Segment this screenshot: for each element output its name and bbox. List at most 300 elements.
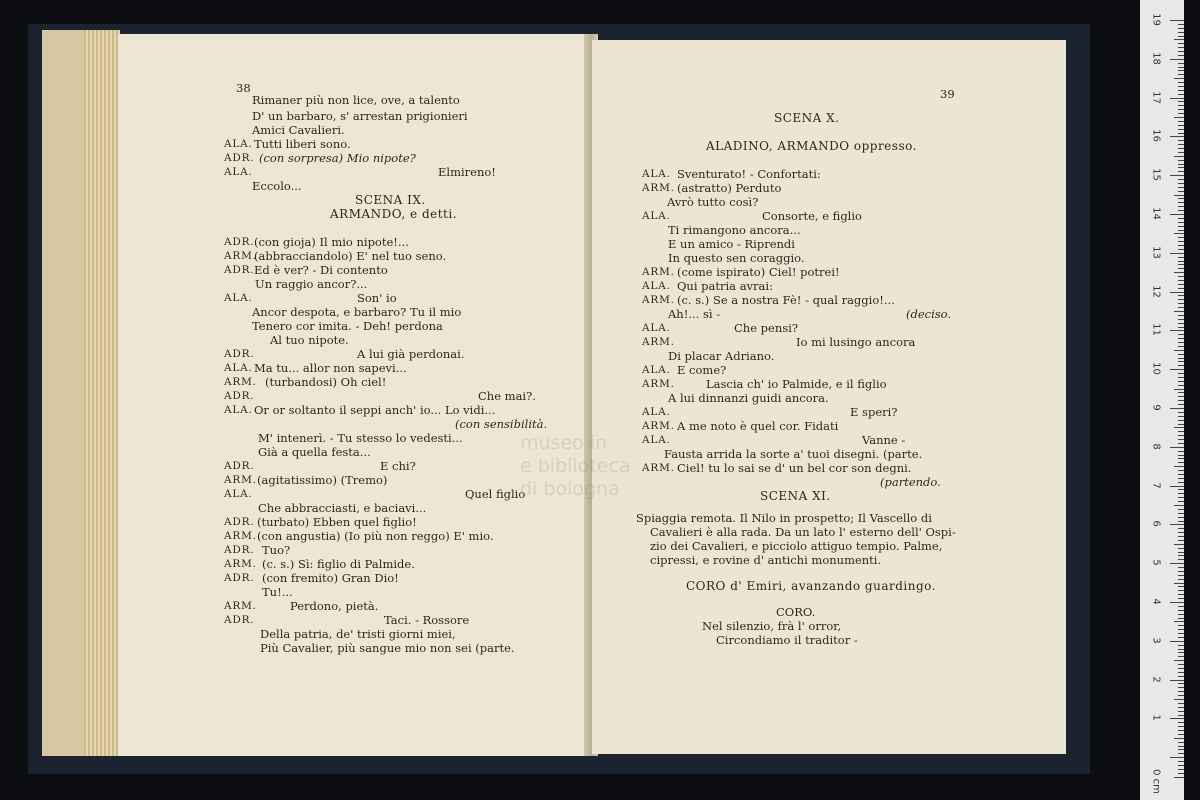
text-line: Rimaner più non lice, ove, a talento [252, 93, 460, 107]
ruler-number: 9 [1150, 404, 1162, 411]
ruler-tick [1178, 590, 1184, 591]
ruler-tick [1178, 598, 1184, 599]
ruler-number: 7 [1150, 481, 1162, 489]
ruler-tick [1178, 478, 1184, 479]
speaker-tag: ARM. [642, 336, 675, 348]
watermark-line: e biblioteca [520, 455, 631, 477]
ruler-tick [1178, 226, 1184, 227]
speaker-tag: ALA. [642, 322, 671, 334]
ruler-tick [1178, 668, 1184, 669]
text-line: zio dei Cavalieri, e picciolo attiguo tempio. Palme, [650, 539, 943, 553]
ruler-tick [1174, 117, 1184, 118]
ruler-tick [1178, 241, 1184, 242]
ruler-zero-label: 0 cm [1150, 769, 1162, 794]
ruler-number: 3 [1150, 637, 1162, 644]
text-line: Taci. - Rossore [384, 613, 470, 627]
ruler-tick [1178, 509, 1184, 510]
text-line: (partendo. [880, 475, 941, 489]
ruler-number: 16 [1150, 129, 1162, 143]
ruler-tick [1178, 625, 1184, 626]
ruler-tick [1178, 319, 1184, 320]
ruler-tick [1178, 451, 1184, 452]
ruler-tick [1178, 164, 1184, 165]
text-line: A me noto è quel cor. Fidati [677, 419, 839, 433]
right-page [592, 40, 1066, 754]
ruler-tick [1178, 517, 1184, 518]
ruler-tick [1178, 470, 1184, 471]
ruler-tick [1178, 113, 1184, 114]
text-line: D' un barbaro, s' arrestan prigionieri [252, 109, 468, 123]
ruler-tick [1174, 583, 1184, 584]
ruler-tick [1178, 474, 1184, 475]
ruler-tick [1178, 567, 1184, 568]
speaker-tag: ADR. [224, 572, 255, 584]
ruler-tick [1178, 47, 1184, 48]
watermark [520, 432, 631, 501]
text-line: Ti rimangono ancora... [668, 223, 801, 237]
speaker-tag: ARM. [642, 420, 675, 432]
ruler-tick [1178, 416, 1184, 417]
ruler-tick [1178, 160, 1184, 161]
ruler-tick [1178, 133, 1184, 134]
ruler-tick [1178, 633, 1184, 634]
ruler-tick [1178, 121, 1184, 122]
ruler-tick [1178, 396, 1184, 397]
ruler-tick [1178, 179, 1184, 180]
ruler-tick [1178, 765, 1184, 766]
ruler-tick [1178, 672, 1184, 673]
text-line: (con fremito) Gran Dio! [262, 571, 399, 585]
text-line: Perdono, pietà. [290, 599, 379, 613]
ruler-tick [1178, 51, 1184, 52]
ruler-tick [1174, 350, 1184, 351]
watermark-line: di bologna [520, 478, 620, 500]
ruler-tick [1178, 342, 1184, 343]
ruler-tick [1178, 354, 1184, 355]
ruler-tick [1178, 575, 1184, 576]
speaker-tag: ARM. [642, 266, 675, 278]
ruler-tick [1178, 711, 1184, 712]
ruler-number: 18 [1150, 51, 1162, 65]
page-number-right: 39 [940, 87, 955, 101]
ruler-tick [1178, 455, 1184, 456]
speaker-tag: ALA. [224, 292, 253, 304]
ruler-tick [1178, 552, 1184, 553]
text-line: Tu!... [262, 585, 293, 599]
ruler-tick [1174, 389, 1184, 390]
ruler-tick [1178, 187, 1184, 188]
speaker-tag: ARM. [224, 474, 257, 486]
ruler-tick [1170, 563, 1184, 564]
ruler-tick [1178, 101, 1184, 102]
ruler-tick [1178, 424, 1184, 425]
ruler-tick [1178, 404, 1184, 405]
text-line: Che pensi? [734, 321, 798, 335]
ruler-tick [1178, 55, 1184, 56]
ruler-tick [1174, 427, 1184, 428]
text-line: Vanne - [862, 433, 906, 447]
ruler-tick [1178, 769, 1184, 770]
speaker-tag: ALA. [642, 434, 671, 446]
speaker-tag: ARM. [642, 182, 675, 194]
text-line: Amici Cavalieri. [252, 123, 345, 137]
ruler-tick [1178, 334, 1184, 335]
text-line: cipressi, e rovine d' antichi monumenti. [650, 553, 882, 567]
speaker-tag: ARM. [642, 294, 675, 306]
ruler-tick [1178, 63, 1184, 64]
ruler-tick [1178, 715, 1184, 716]
ruler-tick [1178, 230, 1184, 231]
ruler-tick [1178, 152, 1184, 153]
speaker-tag: ARM. [224, 558, 257, 570]
ruler-tick [1178, 703, 1184, 704]
ruler-tick [1170, 369, 1184, 370]
ruler-tick [1170, 757, 1184, 758]
ruler-tick [1178, 420, 1184, 421]
ruler-tick [1178, 392, 1184, 393]
ruler-tick [1178, 327, 1184, 328]
ruler-tick [1178, 385, 1184, 386]
ruler-tick [1178, 90, 1184, 91]
ruler-tick [1178, 218, 1184, 219]
text-line: (con sensibilità. [455, 417, 548, 431]
ruler-tick [1178, 645, 1184, 646]
text-line: E come? [677, 363, 727, 377]
ruler-tick [1178, 637, 1184, 638]
speaker-tag: ADR. [224, 152, 255, 164]
ruler-tick [1178, 536, 1184, 537]
ruler-tick [1178, 245, 1184, 246]
speaker-tag: ALA. [642, 364, 671, 376]
speaker-tag: ADR. [224, 390, 255, 402]
ruler-tick [1174, 233, 1184, 234]
ruler-tick [1178, 722, 1184, 723]
text-line: Che mai?. [478, 389, 536, 403]
ruler-tick [1178, 753, 1184, 754]
ruler-tick [1170, 214, 1184, 215]
text-line: Quel figlio [465, 487, 526, 501]
text-line: (astratto) Perduto [677, 181, 782, 195]
speaker-tag: ALA. [224, 488, 253, 500]
ruler-tick [1178, 618, 1184, 619]
measurement-ruler [1140, 0, 1184, 800]
speaker-tag: ALA. [224, 362, 253, 374]
ruler-tick [1170, 486, 1184, 487]
ruler-number: 11 [1150, 323, 1162, 337]
ruler-tick [1178, 458, 1184, 459]
text-line: (abbracciandolo) E' nel tuo seno. [254, 249, 447, 263]
text-line: E speri? [850, 405, 898, 419]
ruler-tick [1178, 125, 1184, 126]
ruler-tick [1178, 315, 1184, 316]
ruler-number: 2 [1150, 675, 1162, 683]
speaker-tag: ADR. [224, 614, 255, 626]
ruler-tick [1174, 466, 1184, 467]
ruler-tick [1178, 299, 1184, 300]
ruler-tick [1178, 276, 1184, 277]
ruler-tick [1170, 524, 1184, 525]
speaker-tag: ALA. [642, 280, 671, 292]
ruler-tick [1178, 513, 1184, 514]
ruler-tick [1178, 43, 1184, 44]
speaker-tag: ADR. [224, 236, 255, 248]
text-line: Io mi lusingo ancora [796, 335, 916, 349]
ruler-tick [1178, 629, 1184, 630]
ruler-tick [1178, 532, 1184, 533]
text-line: Tuo? [262, 543, 291, 557]
text-line: Ciel! tu lo sai se d' un bel cor son degni. [677, 461, 912, 475]
ruler-tick [1178, 521, 1184, 522]
text-line: Spiaggia remota. Il Nilo in prospetto; Il Vascello di [636, 511, 932, 525]
ruler-tick [1174, 660, 1184, 661]
speaker-tag: ADR. [224, 264, 255, 276]
ruler-tick [1178, 191, 1184, 192]
text-line: Fausta arrida la sorte a' tuoi disegni. (parte. [664, 447, 923, 461]
ruler-tick [1178, 338, 1184, 339]
ruler-tick [1178, 559, 1184, 560]
ruler-tick [1178, 687, 1184, 688]
text-line: Più Cavalier, più sangue mio non sei (parte. [260, 641, 515, 655]
ruler-tick [1178, 183, 1184, 184]
ruler-tick [1178, 94, 1184, 95]
ruler-tick [1178, 148, 1184, 149]
ruler-tick [1178, 105, 1184, 106]
ruler-number: 19 [1150, 13, 1162, 26]
ruler-tick [1178, 257, 1184, 258]
text-line: Ed è ver? - Di contento [254, 263, 388, 277]
ruler-tick [1178, 249, 1184, 250]
ruler-tick [1170, 20, 1184, 21]
ruler-tick [1178, 742, 1184, 743]
text-line: (con angustia) (Io più non reggo) E' mio. [257, 529, 494, 543]
text-line: (deciso. [906, 307, 952, 321]
ruler-tick [1178, 373, 1184, 374]
text-line: (c. s.) Sì: figlio di Palmide. [262, 557, 415, 571]
ruler-tick [1178, 171, 1184, 172]
ruler-tick [1178, 656, 1184, 657]
ruler-tick [1170, 253, 1184, 254]
ruler-tick [1178, 70, 1184, 71]
text-line: Son' io [357, 291, 397, 305]
text-line: Circondiamo il traditor - [716, 633, 858, 647]
ruler-number: 6 [1150, 520, 1162, 528]
ruler-number: 12 [1150, 284, 1162, 298]
speaker-tag: ALA. [224, 404, 253, 416]
ruler-tick [1178, 82, 1184, 83]
watermark-line: museo in [520, 432, 608, 454]
text-line: (c. s.) Se a nostra Fè! - qual raggio!... [677, 293, 895, 307]
text-line: Nel silenzio, frà l' orror, [702, 619, 842, 633]
ruler-tick [1178, 36, 1184, 37]
ruler-tick [1178, 365, 1184, 366]
speaker-tag: ADR. [224, 460, 255, 472]
ruler-tick [1178, 664, 1184, 665]
text-line: Un raggio ancor?... [255, 277, 368, 291]
scene-heading: SCENA IX. [355, 193, 426, 207]
ruler-tick [1178, 761, 1184, 762]
ruler-tick [1174, 699, 1184, 700]
speaker-tag: ALA. [642, 168, 671, 180]
ruler-tick [1178, 210, 1184, 211]
text-line: Elmireno! [438, 165, 496, 179]
ruler-tick [1178, 303, 1184, 304]
ruler-tick [1178, 381, 1184, 382]
text-line: Sventurato! - Confortati: [677, 167, 821, 181]
text-line: Ah!... sì - [668, 307, 721, 321]
ruler-tick [1178, 586, 1184, 587]
ruler-tick [1178, 412, 1184, 413]
ruler-tick [1174, 272, 1184, 273]
ruler-tick [1178, 32, 1184, 33]
ruler-number: 14 [1150, 207, 1162, 220]
ruler-tick [1170, 330, 1184, 331]
ruler-tick [1178, 202, 1184, 203]
ruler-tick [1178, 482, 1184, 483]
ruler-tick [1178, 280, 1184, 281]
ruler-number: 4 [1150, 598, 1162, 605]
ruler-tick [1178, 571, 1184, 572]
ruler-tick [1178, 614, 1184, 615]
text-line: CORO. [776, 605, 816, 619]
text-line: Avrò tutto così? [667, 195, 759, 209]
ruler-tick [1178, 610, 1184, 611]
ruler-tick [1178, 443, 1184, 444]
ruler-number: 17 [1150, 90, 1162, 104]
ruler-tick [1178, 307, 1184, 308]
speaker-tag: ADR. [224, 348, 255, 360]
ruler-tick [1178, 497, 1184, 498]
text-line: (turbato) Ebben quel figlio! [257, 515, 417, 529]
ruler-tick [1178, 540, 1184, 541]
ruler-tick [1178, 268, 1184, 269]
ruler-tick [1178, 264, 1184, 265]
ruler-number: 10 [1150, 362, 1162, 376]
ruler-tick [1178, 462, 1184, 463]
ruler-number: 5 [1150, 559, 1162, 566]
ruler-tick [1178, 606, 1184, 607]
ruler-tick [1178, 683, 1184, 684]
ruler-tick [1178, 28, 1184, 29]
text-line: Or or soltanto il seppi anch' io... Lo vidi... [254, 403, 496, 417]
ruler-tick [1178, 707, 1184, 708]
speaker-tag: ARM. [224, 600, 257, 612]
ruler-tick [1178, 167, 1184, 168]
ruler-tick [1170, 680, 1184, 681]
speaker-tag: ARM. [642, 462, 675, 474]
ruler-tick [1178, 489, 1184, 490]
ruler-tick [1178, 288, 1184, 289]
ruler-tick [1178, 361, 1184, 362]
text-line: Consorte, e figlio [762, 209, 862, 223]
ruler-tick [1178, 377, 1184, 378]
text-line: A lui già perdonai. [357, 347, 465, 361]
text-line: E chi? [380, 459, 416, 473]
text-line: Ma tu... allor non sapevi... [254, 361, 407, 375]
ruler-number: 1 [1150, 714, 1162, 722]
ruler-tick [1170, 175, 1184, 176]
text-line: Tutti liberi sono. [254, 137, 351, 151]
text-line: Che abbracciasti, e baciavi... [258, 501, 427, 515]
ruler-tick [1178, 734, 1184, 735]
text-line: Eccolo... [252, 179, 302, 193]
text-line: Già a quella festa... [258, 445, 371, 459]
scene-heading: ARMANDO, e detti. [330, 207, 458, 221]
ruler-tick [1178, 493, 1184, 494]
text-line: Al tuo nipote. [270, 333, 349, 347]
text-line: Qui patria avrai: [677, 279, 773, 293]
page-fore-edge [42, 30, 88, 756]
ruler-tick [1174, 738, 1184, 739]
ruler-tick [1174, 78, 1184, 79]
ruler-tick [1178, 222, 1184, 223]
ruler-tick [1178, 323, 1184, 324]
ruler-tick [1178, 74, 1184, 75]
text-line: Lascia ch' io Palmide, e il figlio [706, 377, 887, 391]
page-stack-edge [84, 30, 120, 756]
ruler-tick [1174, 621, 1184, 622]
speaker-tag: ARM. [224, 530, 257, 542]
ruler-tick [1170, 602, 1184, 603]
ruler-tick [1178, 548, 1184, 549]
ruler-tick [1178, 358, 1184, 359]
ruler-tick [1178, 749, 1184, 750]
ruler-tick [1174, 311, 1184, 312]
speaker-tag: ALA. [224, 138, 253, 150]
ruler-tick [1178, 261, 1184, 262]
ruler-tick [1178, 652, 1184, 653]
ruler-tick [1178, 109, 1184, 110]
ruler-tick [1170, 59, 1184, 60]
scene-heading: ALADINO, ARMANDO oppresso. [706, 139, 917, 153]
ruler-tick [1174, 777, 1184, 778]
speaker-tag: ARM. [642, 378, 675, 390]
text-line: Ancor despota, e barbaro? Tu il mio [252, 305, 462, 319]
ruler-tick [1178, 198, 1184, 199]
ruler-tick [1178, 86, 1184, 87]
ruler-tick [1170, 718, 1184, 719]
speaker-tag: ALA. [642, 210, 671, 222]
text-line: In questo sen coraggio. [668, 251, 805, 265]
ruler-number: 15 [1150, 168, 1162, 182]
ruler-tick [1178, 726, 1184, 727]
speaker-tag: ARM. [224, 250, 257, 262]
ruler-tick [1170, 408, 1184, 409]
scene-heading: SCENA XI. [760, 489, 831, 503]
ruler-tick [1178, 435, 1184, 436]
ruler-tick [1178, 691, 1184, 692]
speaker-tag: ALA. [224, 166, 253, 178]
ruler-tick [1174, 544, 1184, 545]
ruler-tick [1178, 594, 1184, 595]
text-line: Cavalieri è alla rada. Da un lato l' esterno dell' Ospi- [650, 525, 956, 539]
ruler-tick [1170, 292, 1184, 293]
ruler-tick [1174, 156, 1184, 157]
ruler-tick [1178, 676, 1184, 677]
ruler-tick [1178, 439, 1184, 440]
ruler-tick [1178, 284, 1184, 285]
text-line: A lui dinnanzi guidi ancora. [668, 391, 829, 405]
left-page [118, 34, 586, 756]
ruler-tick [1178, 773, 1184, 774]
ruler-tick [1178, 400, 1184, 401]
ruler-tick [1178, 295, 1184, 296]
ruler-tick [1178, 501, 1184, 502]
ruler-tick [1170, 447, 1184, 448]
ruler-tick [1178, 237, 1184, 238]
text-line: Di placar Adriano. [668, 349, 775, 363]
text-line: (agitatissimo) (Tremo) [257, 473, 388, 487]
page-number-left: 38 [236, 81, 251, 95]
